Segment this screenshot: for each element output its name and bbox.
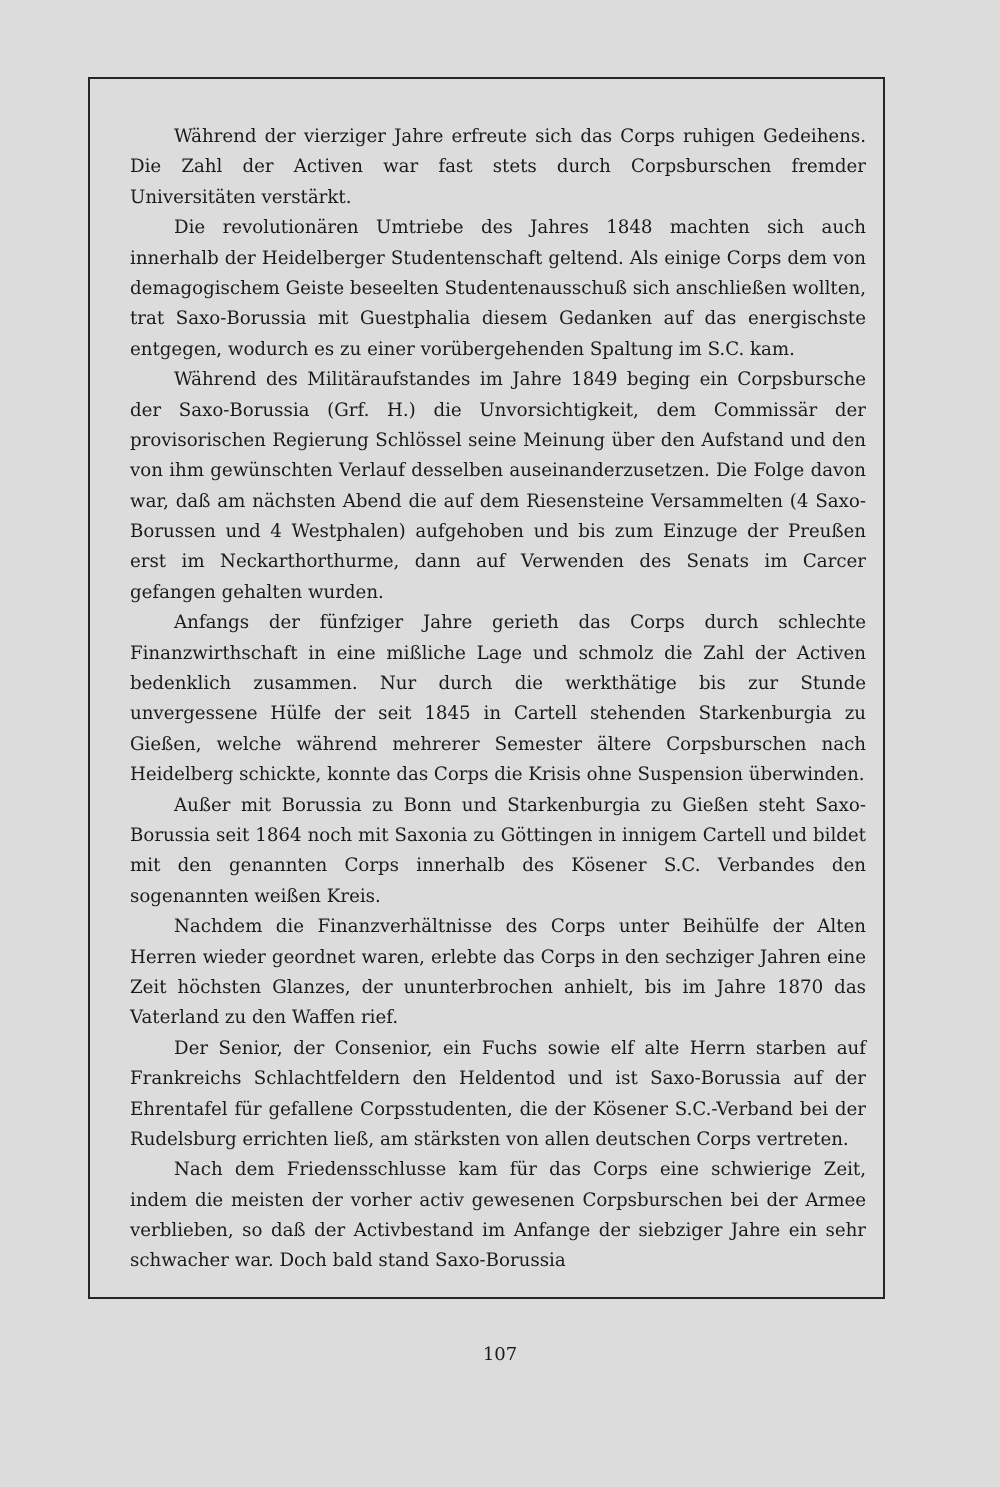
page-number: 107 — [482, 1344, 518, 1365]
paragraph: Nachdem die Finanzverhältnisse des Corps unter Beihülfe der Alten Herren wieder geordnet waren, erlebte das Corps in den sechziger Jahren eine Zeit höchsten Glanzes, der ununterbrochen anhielt, bis im Jahre 1870 das Vaterland zu den Waffen rief. — [130, 916, 866, 1029]
paragraph: Anfangs der fünfziger Jahre gerieth das Corps durch schlechte Finanzwirthschaft in eine mißliche Lage und schmolz die Zahl der Activen bedenklich zusammen. Nur durch die werkthätige bis zur Stunde unvergessene Hülfe der seit 1845 in Cartell stehenden Starkenburgia zu Gießen, welche während mehrerer Semester ältere Corpsburschen nach Heidelberg schickte, konnte das Corps die Krisis ohne Suspension überwinden. — [130, 612, 866, 786]
paragraph: Außer mit Borussia zu Bonn und Starkenburgia zu Gießen steht Saxo-Borussia seit 1864 noch mit Saxonia zu Göttingen in innigem Cartell und bildet mit den genannten Corps innerhalb des Kösener S.C. Verbandes den sogenannten weißen Kreis. — [130, 794, 866, 907]
paragraph: Der Senior, der Consenior, ein Fuchs sowie elf alte Herrn starben auf Frankreichs Schlachtfeldern den Heldentod und ist Saxo-Borussia auf der Ehrentafel für gefallene Corpsstudenten, die der Kösener S.C.-Verband bei der Rudelsburg errichten ließ, am stärksten von allen deutschen Corps vertreten. — [130, 1037, 866, 1150]
paragraph: Während des Militäraufstandes im Jahre 1849 beging ein Corpsbursche der Saxo-Borussia (Grf. H.) die Unvorsichtigkeit, dem Commissär der provisorischen Regierung Schlössel seine Meinung über den Aufstand und den von ihm gewünschten Verlauf desselben auseinanderzusetzen. Die Folge davon war, daß am nächsten Abend die auf dem Riesensteine Versammelten (4 Saxo-Borussen und 4 Westphalen) aufgehoben und bis zum Einzuge der Preußen erst im Neckarthorthurme, dann auf Verwenden des Senats im Carcer gefangen gehalten wurden. — [130, 369, 866, 603]
paragraph: Die revolutionären Umtriebe des Jahres 1848 machten sich auch innerhalb der Heidelberger Studentenschaft geltend. Als einige Corps dem von demagogischem Geiste beseelten Studentenausschuß sich anschließen wollten, trat Saxo-Borussia mit Guestphalia diesem Gedanken auf das energischste entgegen, wodurch es zu einer vorübergehenden Spaltung im S.C. kam. — [130, 217, 866, 360]
paragraph: Während der vierziger Jahre erfreute sich das Corps ruhigen Gedeihens. Die Zahl der Activen war fast stets durch Corpsburschen fremder Universitäten verstärkt. — [130, 126, 866, 208]
body-text — [130, 122, 866, 1277]
paragraph: Nach dem Friedensschlusse kam für das Corps eine schwierige Zeit, indem die meisten der vorher activ gewesenen Corpsburschen bei der Armee verblieben, so daß der Activbestand im Anfange der siebziger Jahre ein sehr schwacher war. Doch bald stand Saxo-Borussia — [130, 1159, 866, 1272]
